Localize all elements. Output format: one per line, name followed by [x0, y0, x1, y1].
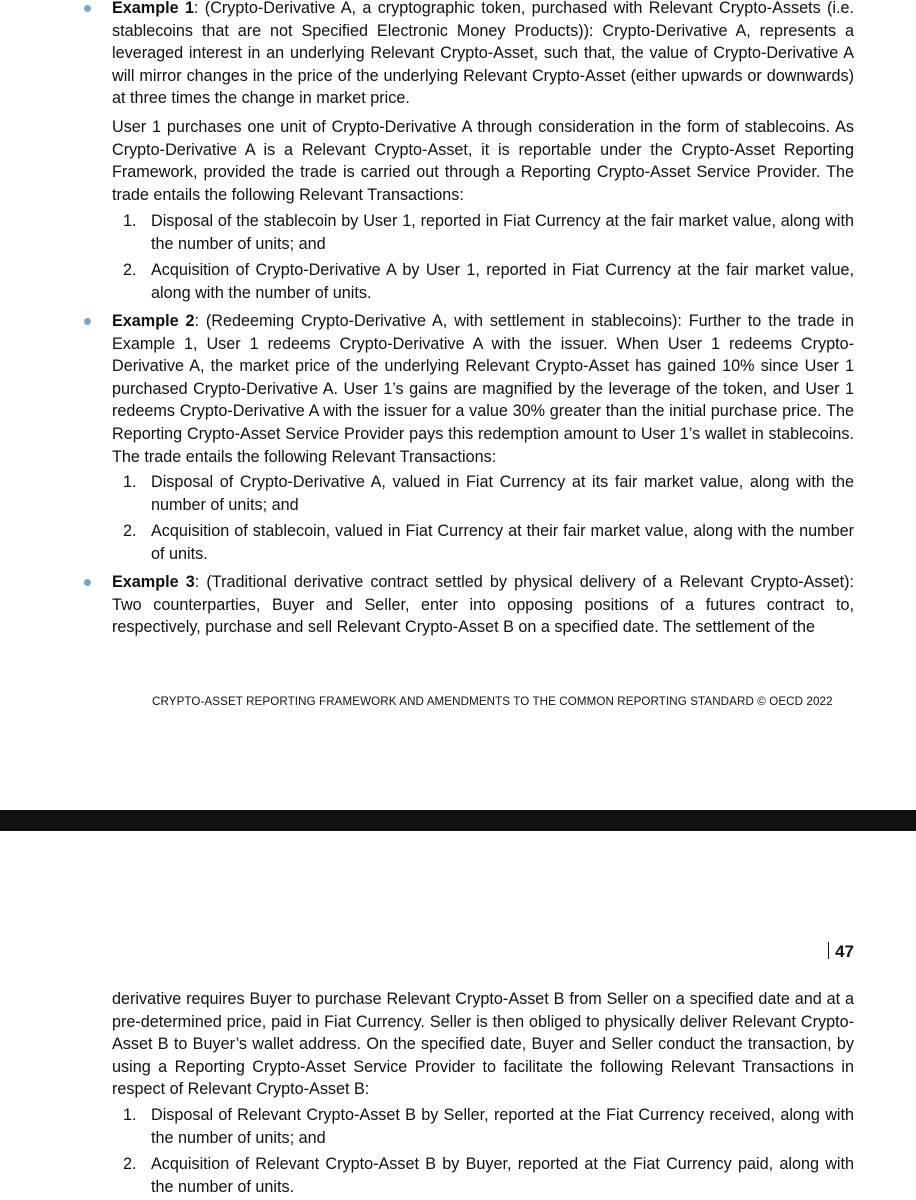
list-number: 2.: [123, 1155, 137, 1174]
list-item: [112, 520, 854, 565]
bullet-icon: [84, 579, 91, 586]
continuation-list: [112, 1104, 854, 1198]
example-2-text: : (Redeeming Crypto-Derivative A, with settlement in stablecoins): Further to the trade in Example 1, User 1 redeems Crypto-Derivative A with the issuer. When User 1 redeems Crypto-Derivative A, the market price of the underlying Relevant Crypto-Asset has gained 10% since User 1 purchased Crypto-Derivative A. User 1’s gains are magnified by the leverage of the token, and User 1 redeems Crypto-Derivative A with the issuer for a value 30% greater than the initial purchase price. The Reporting Crypto-Asset Service Provider pays this redemption amount to User 1’s wallet in stablecoins. The trade entails the following Relevant Transactions:: [112, 312, 855, 466]
page-number-rule: [828, 942, 830, 959]
list-number: 2.: [123, 522, 137, 541]
example-2-list: [112, 471, 854, 565]
list-text: Acquisition of Crypto-Derivative A by User 1, reported in Fiat Currency at the fair market value, along with the number of units.: [151, 261, 854, 302]
example-1-paragraph-2: User 1 purchases one unit of Crypto-Derivative A through consideration in the form of stablecoins. As Crypto-Derivative A is a Relevant Crypto-Asset, it is reportable under the Crypto-Asset Reporting Framework, provided the trade is carried out through a Reporting Crypto-Asset Service Provider. The trade entails the following Relevant Transactions:: [112, 118, 854, 204]
example-1-list: [112, 210, 854, 304]
example-1-text: : (Crypto-Derivative A, a cryptographic token, purchased with Relevant Crypto-Assets (i.e. stablecoins that are not Specified Electronic Money Products)): Crypto-Derivative A, represents a leveraged interest in an underlying Relevant Crypto-Asset, such that, the value of Crypto-Derivative A will mirror changes in the price of the underlying Relevant Crypto-Asset (either upwards or downwards) at three times the change in market price.: [112, 0, 855, 108]
example-3-label: Example 3: [112, 573, 195, 591]
list-number: 2.: [123, 261, 137, 280]
example-2-block: [112, 310, 854, 468]
list-number: 1.: [123, 212, 137, 230]
example-3-text: : (Traditional derivative contract settled by physical delivery of a Relevant Crypto-Asset): Two counterparties, Buyer and Seller, enter into opposing positions of a futures contract to, respectively, purchase and sell Relevant Crypto-Asset B on a specified date. The settlement of the: [112, 573, 854, 637]
example-3-block: [112, 571, 854, 639]
example-1-paragraph: [112, 0, 854, 110]
example-1-followup: [112, 116, 854, 206]
list-number: 1.: [123, 473, 137, 491]
list-item: [112, 1104, 854, 1149]
list-number: 1.: [123, 1106, 137, 1124]
list-item: [112, 471, 854, 516]
list-text: Acquisition of Relevant Crypto-Asset B by Buyer, reported at the Fiat Currency paid, along with the number of units.: [151, 1155, 854, 1196]
example-1-block: [112, 0, 854, 110]
list-text: Disposal of Crypto-Derivative A, valued in Fiat Currency at its fair market value, along with the number of units; and: [151, 473, 854, 514]
example-3-paragraph: [112, 571, 854, 639]
page-number: [828, 941, 854, 963]
page-number-value: 47: [835, 942, 854, 961]
continuation-paragraph: derivative requires Buyer to purchase Relevant Crypto-Asset B from Seller on a specified date and at a pre-determined price, paid in Fiat Currency. Seller is then obliged to physically deliver Relevant Crypto-Asset B to Buyer’s wallet address. On the specified date, Buyer and Seller conduct the transaction, by using a Reporting Crypto-Asset Service Provider to facilitate the following Relevant Transactions in respect of Relevant Crypto-Asset B:: [112, 990, 854, 1099]
example-1-label: Example 1: [112, 0, 194, 17]
bullet-icon: [84, 318, 91, 325]
example-3-continuation: [112, 988, 854, 1101]
example-2-paragraph: [112, 310, 854, 468]
list-item: [112, 210, 854, 255]
list-text: Disposal of the stablecoin by User 1, reported in Fiat Currency at the fair market value, along with the number of units; and: [151, 212, 854, 253]
page-footer: CRYPTO-ASSET REPORTING FRAMEWORK AND AMENDMENTS TO THE COMMON REPORTING STANDARD © OECD 2022: [152, 695, 833, 708]
list-item: [112, 1153, 854, 1198]
list-text: Disposal of Relevant Crypto-Asset B by Seller, reported at the Fiat Currency received, along with the number of units; and: [151, 1106, 854, 1147]
bullet-icon: [84, 5, 91, 12]
page-separator: [0, 810, 916, 831]
list-text: Acquisition of stablecoin, valued in Fiat Currency at their fair market value, along with the number of units.: [151, 522, 854, 563]
list-item: [112, 259, 854, 304]
example-2-label: Example 2: [112, 312, 195, 330]
